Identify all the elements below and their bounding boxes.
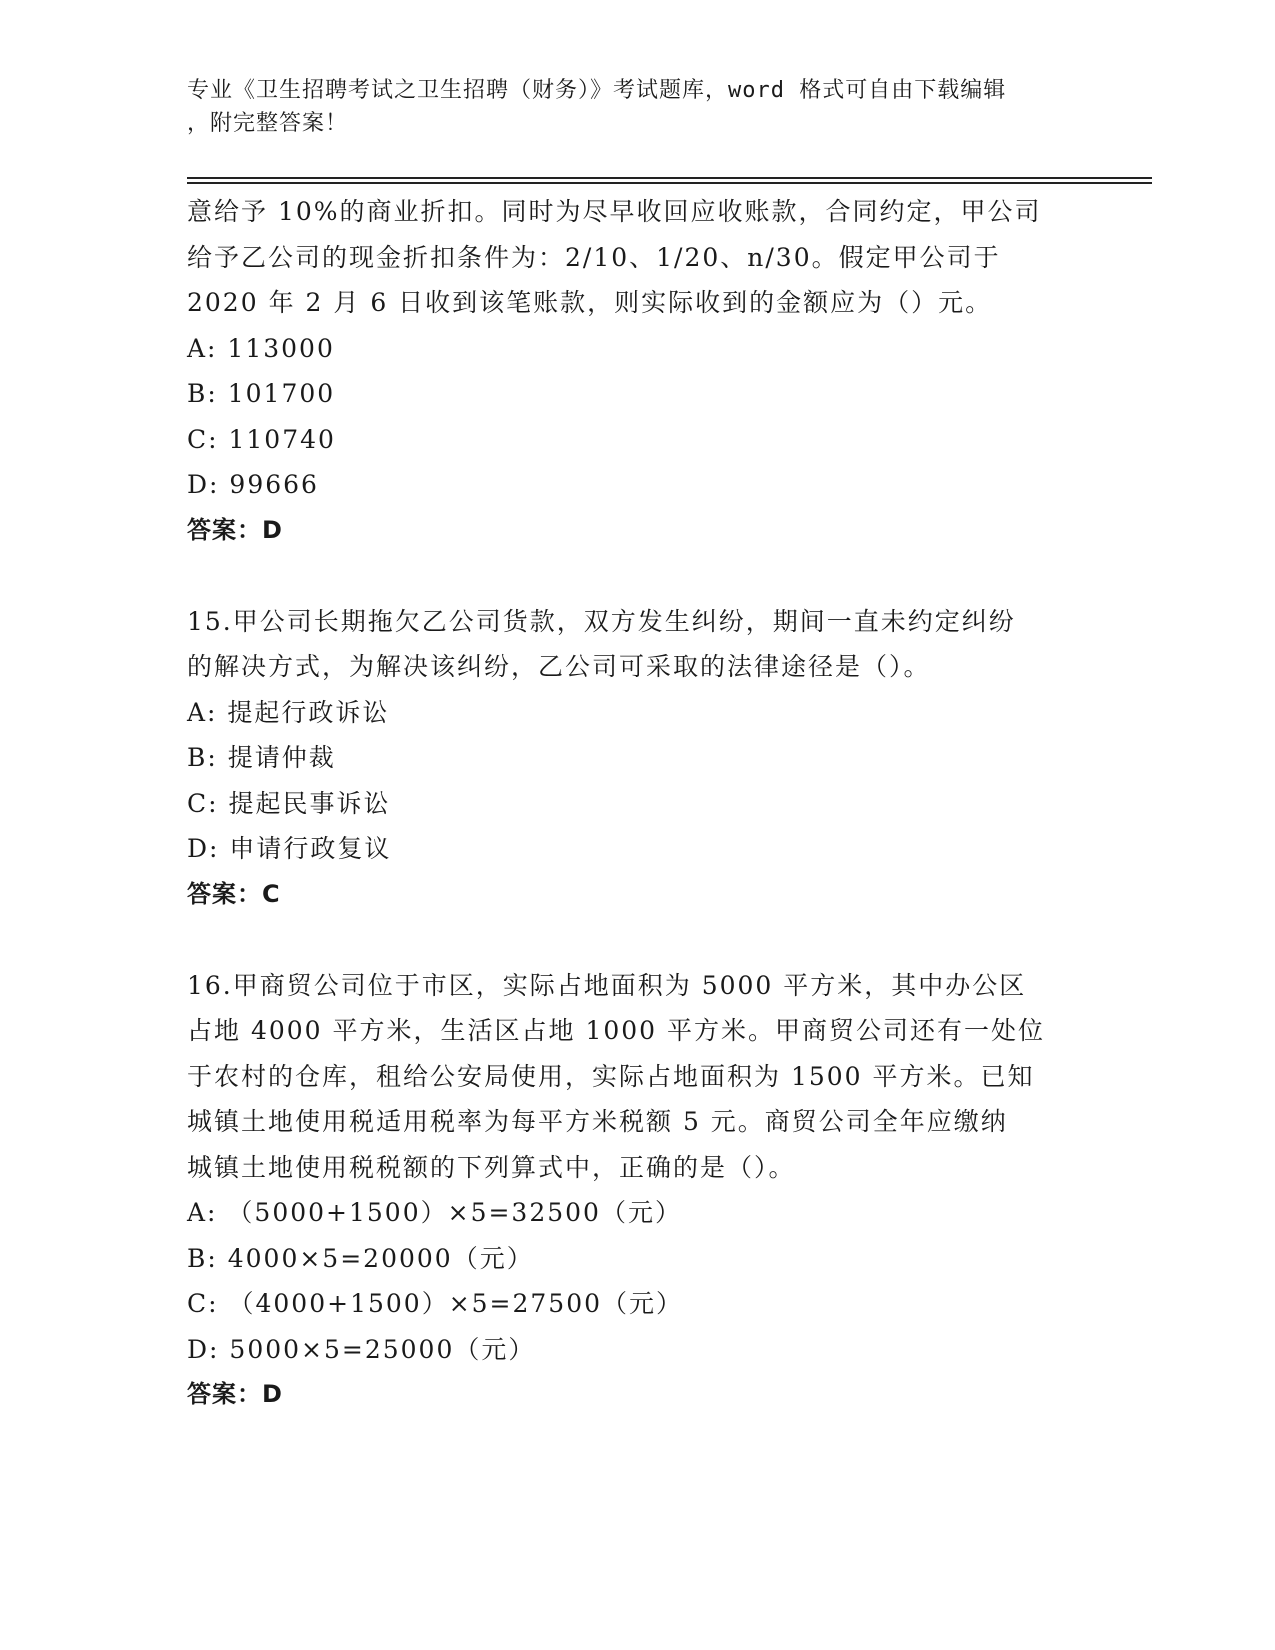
header-divider-top bbox=[187, 177, 1152, 179]
document-header bbox=[187, 74, 1067, 140]
question-spacer bbox=[187, 553, 1087, 599]
option-b: B: 4000×5=20000（元） bbox=[187, 1243, 534, 1273]
option-a: A: （5000+1500）×5=32500（元） bbox=[187, 1198, 682, 1227]
question-spacer bbox=[187, 917, 1087, 963]
option-d: D: 5000×5=25000（元） bbox=[187, 1334, 536, 1364]
question-stem-line: 城镇土地使用税税额的下列算式中，正确的是（）。 bbox=[187, 1152, 796, 1182]
option-a: A: 提起行政诉讼 bbox=[187, 697, 390, 727]
question-stem-line: 占地 4000 平方米，生活区占地 1000 平方米。甲商贸公司还有一处位 bbox=[187, 1016, 1046, 1045]
question-stem-line: 2020 年 2 月 6 日收到该笔账款，则实际收到的金额应为（）元。 bbox=[187, 288, 993, 317]
question-15 bbox=[187, 599, 1087, 918]
question-stem-line: 的解决方式，为解决该纠纷，乙公司可采取的法律途径是（）。 bbox=[187, 652, 931, 681]
answer-label: 答案：D bbox=[187, 515, 283, 544]
option-a: A: 113000 bbox=[187, 333, 335, 363]
question-stem-line: 16.甲商贸公司位于市区，实际占地面积为 5000 平方米，其中办公区 bbox=[187, 970, 1027, 1000]
header-title-line-1: 专业《卫生招聘考试之卫生招聘（财务）》考试题库，word 格式可自由下载编辑 bbox=[187, 78, 1007, 103]
question-16 bbox=[187, 963, 1087, 1418]
question-content bbox=[187, 189, 1087, 1418]
option-d: D: 申请行政复议 bbox=[187, 834, 392, 863]
answer-label: 答案：D bbox=[187, 1380, 283, 1408]
question-stem-line: 意给予 10%的商业折扣。同时为尽早收回应收账款，合同约定，甲公司 bbox=[187, 197, 1042, 226]
question-14 bbox=[187, 189, 1087, 553]
header-title-line-2: ，附完整答案！ bbox=[187, 111, 349, 136]
option-b: B: 101700 bbox=[187, 379, 336, 408]
option-c: C: 110740 bbox=[187, 424, 336, 454]
option-b: B: 提请仲裁 bbox=[187, 743, 336, 772]
header-divider-bottom bbox=[187, 182, 1152, 184]
option-c: C: （4000+1500）×5=27500（元） bbox=[187, 1289, 684, 1318]
question-stem-line: 城镇土地使用税适用税率为每平方米税额 5 元。商贸公司全年应缴纳 bbox=[187, 1107, 1008, 1136]
question-stem-line: 于农村的仓库，租给公安局使用，实际占地面积为 1500 平方米。已知 bbox=[187, 1061, 1035, 1091]
question-stem-line: 给予乙公司的现金折扣条件为：2/10、1/20、n/30。假定甲公司于 bbox=[187, 242, 1001, 272]
answer-label: 答案：C bbox=[187, 879, 281, 908]
option-c: C: 提起民事诉讼 bbox=[187, 788, 391, 818]
option-d: D: 99666 bbox=[187, 470, 319, 499]
question-stem-line: 15.甲公司长期拖欠乙公司货款，双方发生纠纷，期间一直未约定纠纷 bbox=[187, 606, 1016, 636]
